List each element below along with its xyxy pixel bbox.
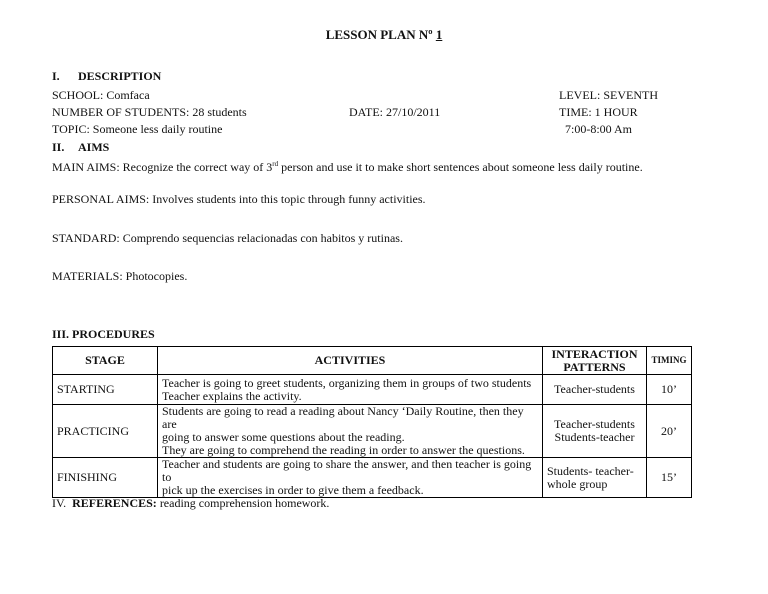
procedures-table <box>52 346 692 498</box>
time-field: TIME: 1 HOUR <box>559 105 638 119</box>
aims-heading-num: II. <box>52 140 65 154</box>
interaction-cell <box>543 405 647 458</box>
table-row <box>53 375 692 405</box>
header-timing: TIMING <box>647 347 692 375</box>
activities-cell <box>158 405 543 458</box>
students-field: NUMBER OF STUDENTS: 28 students <box>52 105 247 119</box>
interaction-cell <box>543 375 647 405</box>
activity-line: Teacher is going to greet students, organizing them in groups of two students <box>162 375 532 390</box>
activity-line: going to answer some questions about the reading. <box>162 430 405 444</box>
timing-cell: 15’ <box>647 458 692 498</box>
timing-cell: 20’ <box>647 405 692 458</box>
date-field: DATE: 27/10/2011 <box>349 105 441 119</box>
timing-cell: 10’ <box>647 375 692 405</box>
stage-cell: PRACTICING <box>53 405 158 458</box>
references-text: reading comprehension homework. <box>156 496 330 510</box>
activity-line: Students are going to read a reading about Nancy ‘Daily Routine, then they are <box>162 404 524 431</box>
interaction-line: whole group <box>547 476 608 491</box>
references-num: IV. <box>52 496 67 510</box>
main-aims-post: person and use it to make short sentences about someone less daily routine. <box>278 160 643 174</box>
interaction-cell <box>543 458 647 498</box>
title-text: LESSON PLAN Nº <box>325 27 436 42</box>
header-stage: STAGE <box>53 347 158 375</box>
table-row <box>53 458 692 498</box>
school-field: SCHOOL: Comfaca <box>52 88 150 102</box>
topic-field: TOPIC: Someone less daily routine <box>52 122 223 136</box>
stage-cell: STARTING <box>53 375 158 405</box>
header-activities: ACTIVITIES <box>158 347 543 375</box>
stage-cell: FINISHING <box>53 458 158 498</box>
time-range-field: 7:00-8:00 Am <box>565 122 633 136</box>
title-number: 1 <box>435 27 443 42</box>
interaction-line: Teacher-students <box>554 382 635 396</box>
activity-line: They are going to comprehend the reading in order to answer the questions. <box>162 443 525 457</box>
table-row <box>53 405 692 458</box>
materials: MATERIALS: Photocopies. <box>52 269 188 283</box>
interaction-line: Students-teacher <box>554 430 635 444</box>
main-aims-pre: MAIN AIMS: Recognize the correct way of 3 <box>52 160 273 174</box>
description-heading-num: I. <box>52 69 60 83</box>
activity-line: Teacher explains the activity. <box>162 388 302 403</box>
page-title <box>0 28 768 42</box>
header-interaction: INTERACTION PATTERNS <box>543 347 647 375</box>
procedures-heading: III. PROCEDURES <box>52 327 155 341</box>
activity-line: pick up the exercises in order to give them a feedback. <box>162 483 424 497</box>
level-field: LEVEL: SEVENTH <box>559 88 658 102</box>
description-heading: DESCRIPTION <box>78 69 162 83</box>
table-header-row <box>53 347 692 375</box>
personal-aims: PERSONAL AIMS: Involves students into this topic through funny activities. <box>52 192 426 206</box>
interaction-line: Teacher-students <box>554 417 635 431</box>
activities-cell <box>158 458 543 498</box>
main-aims <box>52 160 643 174</box>
main-aims-sup: rd <box>272 160 279 168</box>
activity-line: Teacher and students are going to share the answer, and then teacher is going to <box>162 457 532 484</box>
standard: STANDARD: Comprendo sequencias relacionadas con habitos y rutinas. <box>52 231 403 245</box>
references-label: REFERENCES: <box>72 496 157 510</box>
activities-cell <box>158 375 543 405</box>
references <box>52 496 329 510</box>
interaction-line: Students- teacher- <box>547 463 634 478</box>
aims-heading: AIMS <box>78 140 110 154</box>
